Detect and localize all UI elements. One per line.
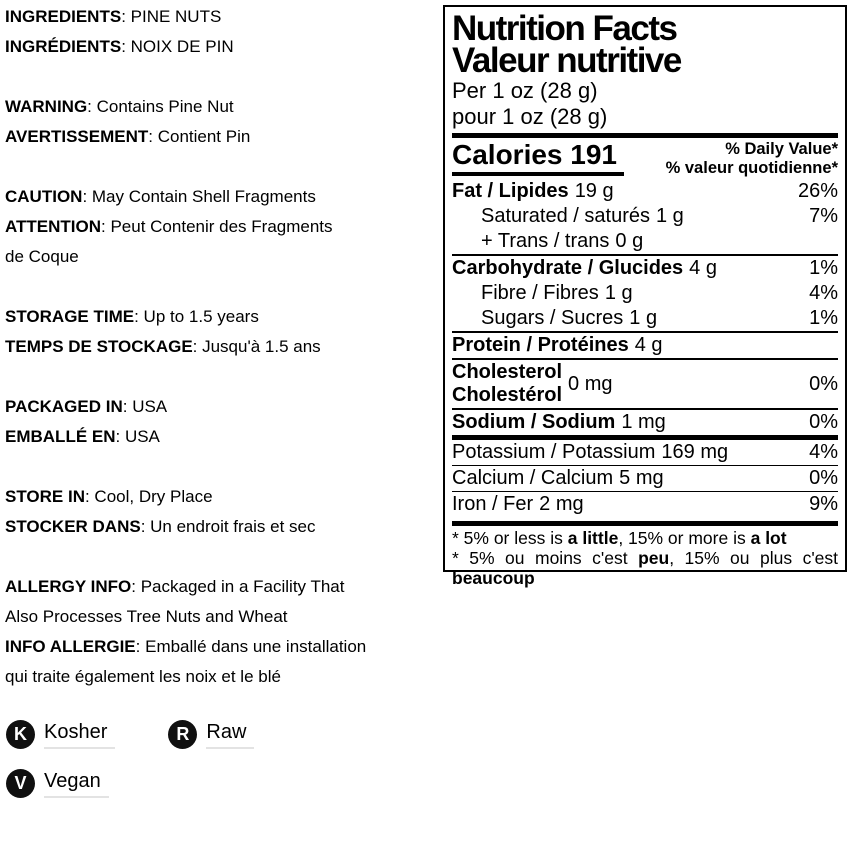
label-info-column — [5, 2, 445, 722]
kosher-icon: K — [6, 720, 35, 749]
label-line: INGREDIENTS: PINE NUTS — [5, 7, 222, 26]
nutrient-row — [452, 465, 838, 491]
nutrient-name: Protein / Protéines — [452, 334, 629, 356]
daily-value-header-en: % Daily Value* — [725, 140, 838, 158]
badge-kosher — [6, 720, 115, 749]
nutrient-name: Sodium / Sodium — [452, 411, 616, 433]
label-line: EMBALLÉ EN: USA — [5, 427, 160, 446]
nutrient-amount: 1 g — [629, 307, 658, 329]
badge-row — [6, 769, 436, 798]
nutrient-daily-value: 0% — [809, 372, 838, 395]
nutrient-daily-value: 7% — [809, 205, 838, 227]
nutrient-daily-value: 0% — [809, 411, 838, 433]
badge-row — [6, 720, 436, 749]
nutrient-row — [452, 358, 838, 408]
nutrient-row — [452, 254, 838, 281]
nutrient-amount: 5 mg — [619, 467, 664, 489]
label-line: STOCKER DANS: Un endroit frais et sec — [5, 517, 316, 536]
info-section — [5, 482, 445, 542]
label-line: INGRÉDIENTS: NOIX DE PIN — [5, 37, 234, 56]
nutrient-name: Fibre / Fibres — [481, 282, 599, 304]
nutrient-daily-value: 0% — [809, 467, 838, 489]
nutrient-row — [452, 331, 838, 358]
nutrient-amount: 0 g — [615, 230, 644, 252]
nutrient-name: Carbohydrate / Glucides — [452, 257, 684, 279]
nutrient-name: + Trans / trans — [481, 230, 610, 252]
nutrient-name: Iron / Fer — [452, 493, 534, 515]
badge-label: Raw — [206, 721, 254, 749]
nutrient-name: Calcium / Calcium — [452, 467, 614, 489]
label-line: qui traite également les noix et le blé — [5, 667, 281, 686]
calories-underline — [452, 172, 624, 176]
nutrient-amount: 1 mg — [621, 411, 666, 433]
nutrient-name: Potassium / Potassium — [452, 441, 656, 463]
badge-label: Vegan — [44, 770, 109, 798]
nutrient-row — [452, 408, 838, 435]
nutrient-name: Fat / Lipides — [452, 180, 569, 202]
raw-icon: R — [168, 720, 197, 749]
label-line: STORE IN: Cool, Dry Place — [5, 487, 213, 506]
serving-size-en: Per 1 oz (28 g) — [452, 78, 598, 103]
nutrient-rows — [452, 179, 838, 517]
footnote-fr: * 5% ou moins c'est peu, 15% ou plus c'est beaucoup — [452, 548, 839, 588]
vegan-icon: V — [6, 769, 35, 798]
daily-value-header-fr: % valeur quotidienne* — [665, 159, 838, 177]
badge-vegan — [6, 769, 109, 798]
info-section — [5, 182, 445, 272]
serving-size-fr: pour 1 oz (28 g) — [452, 104, 608, 129]
label-line: de Coque — [5, 247, 79, 266]
nutrient-row — [452, 204, 838, 229]
daily-value-header — [666, 140, 838, 178]
nutrient-daily-value: 4% — [809, 441, 838, 463]
info-section — [5, 92, 445, 152]
nutrient-row — [452, 229, 838, 254]
label-line: WARNING: Contains Pine Nut — [5, 97, 234, 116]
nutrient-name: Saturated / saturés — [481, 205, 650, 227]
certification-badges — [6, 720, 436, 818]
nutrient-daily-value: 4% — [809, 282, 838, 304]
nutrition-facts-title-fr: Valeur nutritive — [452, 41, 681, 80]
label-line: ALLERGY INFO: Packaged in a Facility That — [5, 577, 345, 596]
label-line: CAUTION: May Contain Shell Fragments — [5, 187, 316, 206]
nutrient-amount: 19 g — [574, 180, 614, 202]
nutrition-facts-panel — [443, 5, 847, 588]
nutrient-row — [452, 435, 838, 465]
nutrient-amount: 169 mg — [661, 441, 729, 463]
nutrient-amount: 4 g — [634, 334, 663, 356]
calories-value: Calories 191 — [452, 139, 617, 170]
nutrient-daily-value: 26% — [797, 180, 838, 202]
nutrient-name: Cholesterol Cholestérol — [452, 361, 563, 406]
info-section — [5, 302, 445, 362]
footnote-en: * 5% or less is a little, 15% or more is a lot — [452, 528, 787, 548]
nutrient-daily-value: 1% — [809, 307, 838, 329]
nutrition-facts-title-en: Nutrition Facts — [452, 9, 677, 48]
nutrient-amount: 1 g — [655, 205, 684, 227]
nutrient-amount: 2 mg — [539, 493, 584, 515]
calories-row — [452, 140, 838, 178]
badge-label: Kosher — [44, 721, 115, 749]
info-section — [5, 2, 445, 62]
divider-thick — [452, 133, 838, 138]
nutrient-row — [452, 281, 838, 306]
label-line: AVERTISSEMENT: Contient Pin — [5, 127, 251, 146]
info-section — [5, 572, 445, 692]
nutrient-daily-value: 9% — [809, 493, 838, 515]
label-line: INFO ALLERGIE: Emballé dans une installation — [5, 637, 367, 656]
label-line: PACKAGED IN: USA — [5, 397, 168, 416]
label-line: Also Processes Tree Nuts and Wheat — [5, 607, 288, 626]
nutrient-amount: 1 g — [604, 282, 633, 304]
nutrient-amount: 4 g — [689, 257, 717, 279]
nutrient-row — [452, 179, 838, 204]
label-line: STORAGE TIME: Up to 1.5 years — [5, 307, 259, 326]
nutrient-amount: 0 mg — [568, 372, 613, 395]
badge-raw — [168, 720, 254, 749]
divider-thick — [452, 521, 838, 526]
nutrient-name: Sugars / Sucres — [481, 307, 624, 329]
label-line: TEMPS DE STOCKAGE: Jusqu'à 1.5 ans — [5, 337, 321, 356]
label-line: ATTENTION: Peut Contenir des Fragments — [5, 217, 333, 236]
nutrient-row — [452, 491, 838, 517]
nutrient-daily-value: 1% — [809, 257, 838, 279]
info-section — [5, 392, 445, 452]
nutrient-row — [452, 306, 838, 331]
